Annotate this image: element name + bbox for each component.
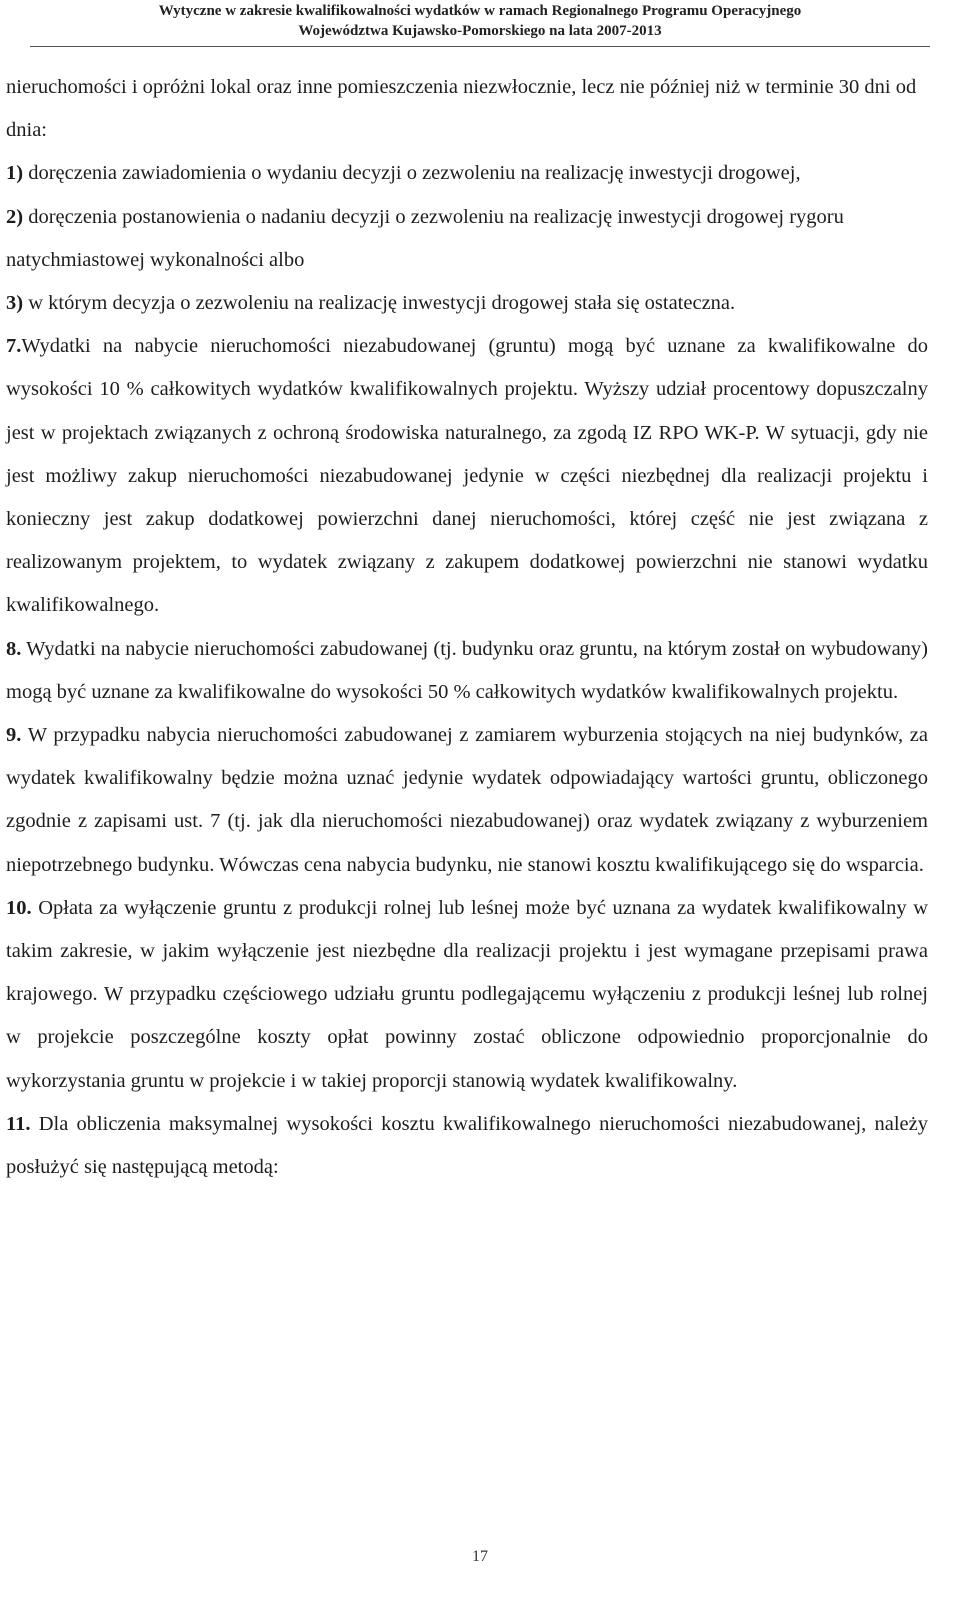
intro-paragraph <box>6 66 928 152</box>
paragraph-8-number: 8. <box>6 637 22 660</box>
list-item-1 <box>6 152 928 195</box>
header-line-1: Wytyczne w zakresie kwalifikowalności wydatków w ramach Regionalnego Programu Operacyjnego <box>158 3 802 19</box>
paragraph-8 <box>6 628 928 714</box>
paragraph-7-number: 7. <box>6 335 22 358</box>
paragraph-8-text: Wydatki na nabycie nieruchomości zabudowanej (tj. budynku oraz gruntu, na którym został on wybudowany) mogą być uznane za kwalifikowalne do wysokości 50 % całkowitych wydatków kwalifikowalnych projektu. <box>6 637 928 703</box>
paragraph-10 <box>6 887 928 1103</box>
document-body <box>6 66 928 1189</box>
header-divider <box>30 46 930 47</box>
paragraph-11-text: Dla obliczenia maksymalnej wysokości kosztu kwalifikowalnego nieruchomości niezabudowanej, należy posłużyć się następującą metodą: <box>6 1112 928 1179</box>
list-item-1-text: doręczenia zawiadomienia o wydaniu decyzji o zezwoleniu na realizację inwestycji drogowej, <box>23 162 801 185</box>
paragraph-11 <box>6 1103 928 1189</box>
list-item-2-number: 2) <box>6 205 24 228</box>
paragraph-10-text: Opłata za wyłączenie gruntu z produkcji rolnej lub leśnej może być uznana za wydatek kwalifikowalny w takim zakresie, w jakim wyłączenie jest niezbędne dla realizacji projektu i jest wymagane przepisami prawa krajowego. W przypadku częściowego udziału gruntu podlegającemu wyłączeniu z produkcji leśnej lub rolnej w projekcie poszczególne koszty opłat powinny zostać obliczone odpowiednio proporcjonalnie do wykorzystania gruntu w projekcie i w takiej proporcji stanowią wydatek kwalifikowalny. <box>6 896 928 1092</box>
page-header <box>0 0 960 44</box>
paragraph-9-number: 9. <box>6 724 22 747</box>
list-item-3-text: w którym decyzja o zezwoleniu na realizację inwestycji drogowej stała się ostateczna. <box>23 292 736 315</box>
paragraph-7 <box>6 325 928 627</box>
list-item-3-number: 3) <box>6 292 24 315</box>
paragraph-9-text: W przypadku nabycia nieruchomości zabudowanej z zamiarem wyburzenia stojących na niej budynków, za wydatek kwalifikowalny będzie można uznać jedynie wydatek odpowiadający wartości gruntu, obliczonego zgodnie z zapisami ust. 7 (tj. jak dla nieruchomości niezabudowanej) oraz wydatek związany z wyburzeniem niepotrzebnego budynku. Wówczas cena nabycia budynku, nie stanowi kosztu kwalifikującego się do wsparcia. <box>6 724 928 876</box>
paragraph-7-text: Wydatki na nabycie nieruchomości niezabudowanej (gruntu) mogą być uznane za kwalifikowalne do wysokości 10 % całkowitych wydatków kwalifikowalnych projektu. Wyższy udział procentowy dopuszczalny jest w projektach związanych z ochroną środowiska naturalnego, za zgodą IZ RPO WK-P. W sytuacji, gdy nie jest możliwy zakup nieruchomości niezabudowanej jedynie w części niezbędnej dla realizacji projektu i konieczny jest zakup dodatkowej powierzchni danej nieruchomości, której część nie jest związana z realizowanym projektem, to wydatek związany z zakupem dodatkowej powierzchni nie stanowi wydatku kwalifikowalnego. <box>6 335 928 617</box>
paragraph-10-number: 10. <box>6 896 32 919</box>
list-item-2 <box>6 196 928 282</box>
paragraph-9 <box>6 714 928 887</box>
list-item-3 <box>6 282 928 325</box>
paragraph-11-number: 11. <box>6 1112 31 1135</box>
list-item-2-text: doręczenia postanowienia o nadaniu decyzji o zezwoleniu na realizację inwestycji drogowej rygoru natychmiastowej wykonalności albo <box>6 205 844 271</box>
list-item-1-number: 1) <box>6 162 24 185</box>
page-number: 17 <box>472 1548 488 1565</box>
intro-text: nieruchomości i opróżni lokal oraz inne pomieszczenia niezwłocznie, lecz nie później niż w terminie 30 dni od dnia: <box>6 76 917 142</box>
header-line-2: Województwa Kujawsko-Pomorskiego na lata 2007-2013 <box>298 23 662 39</box>
